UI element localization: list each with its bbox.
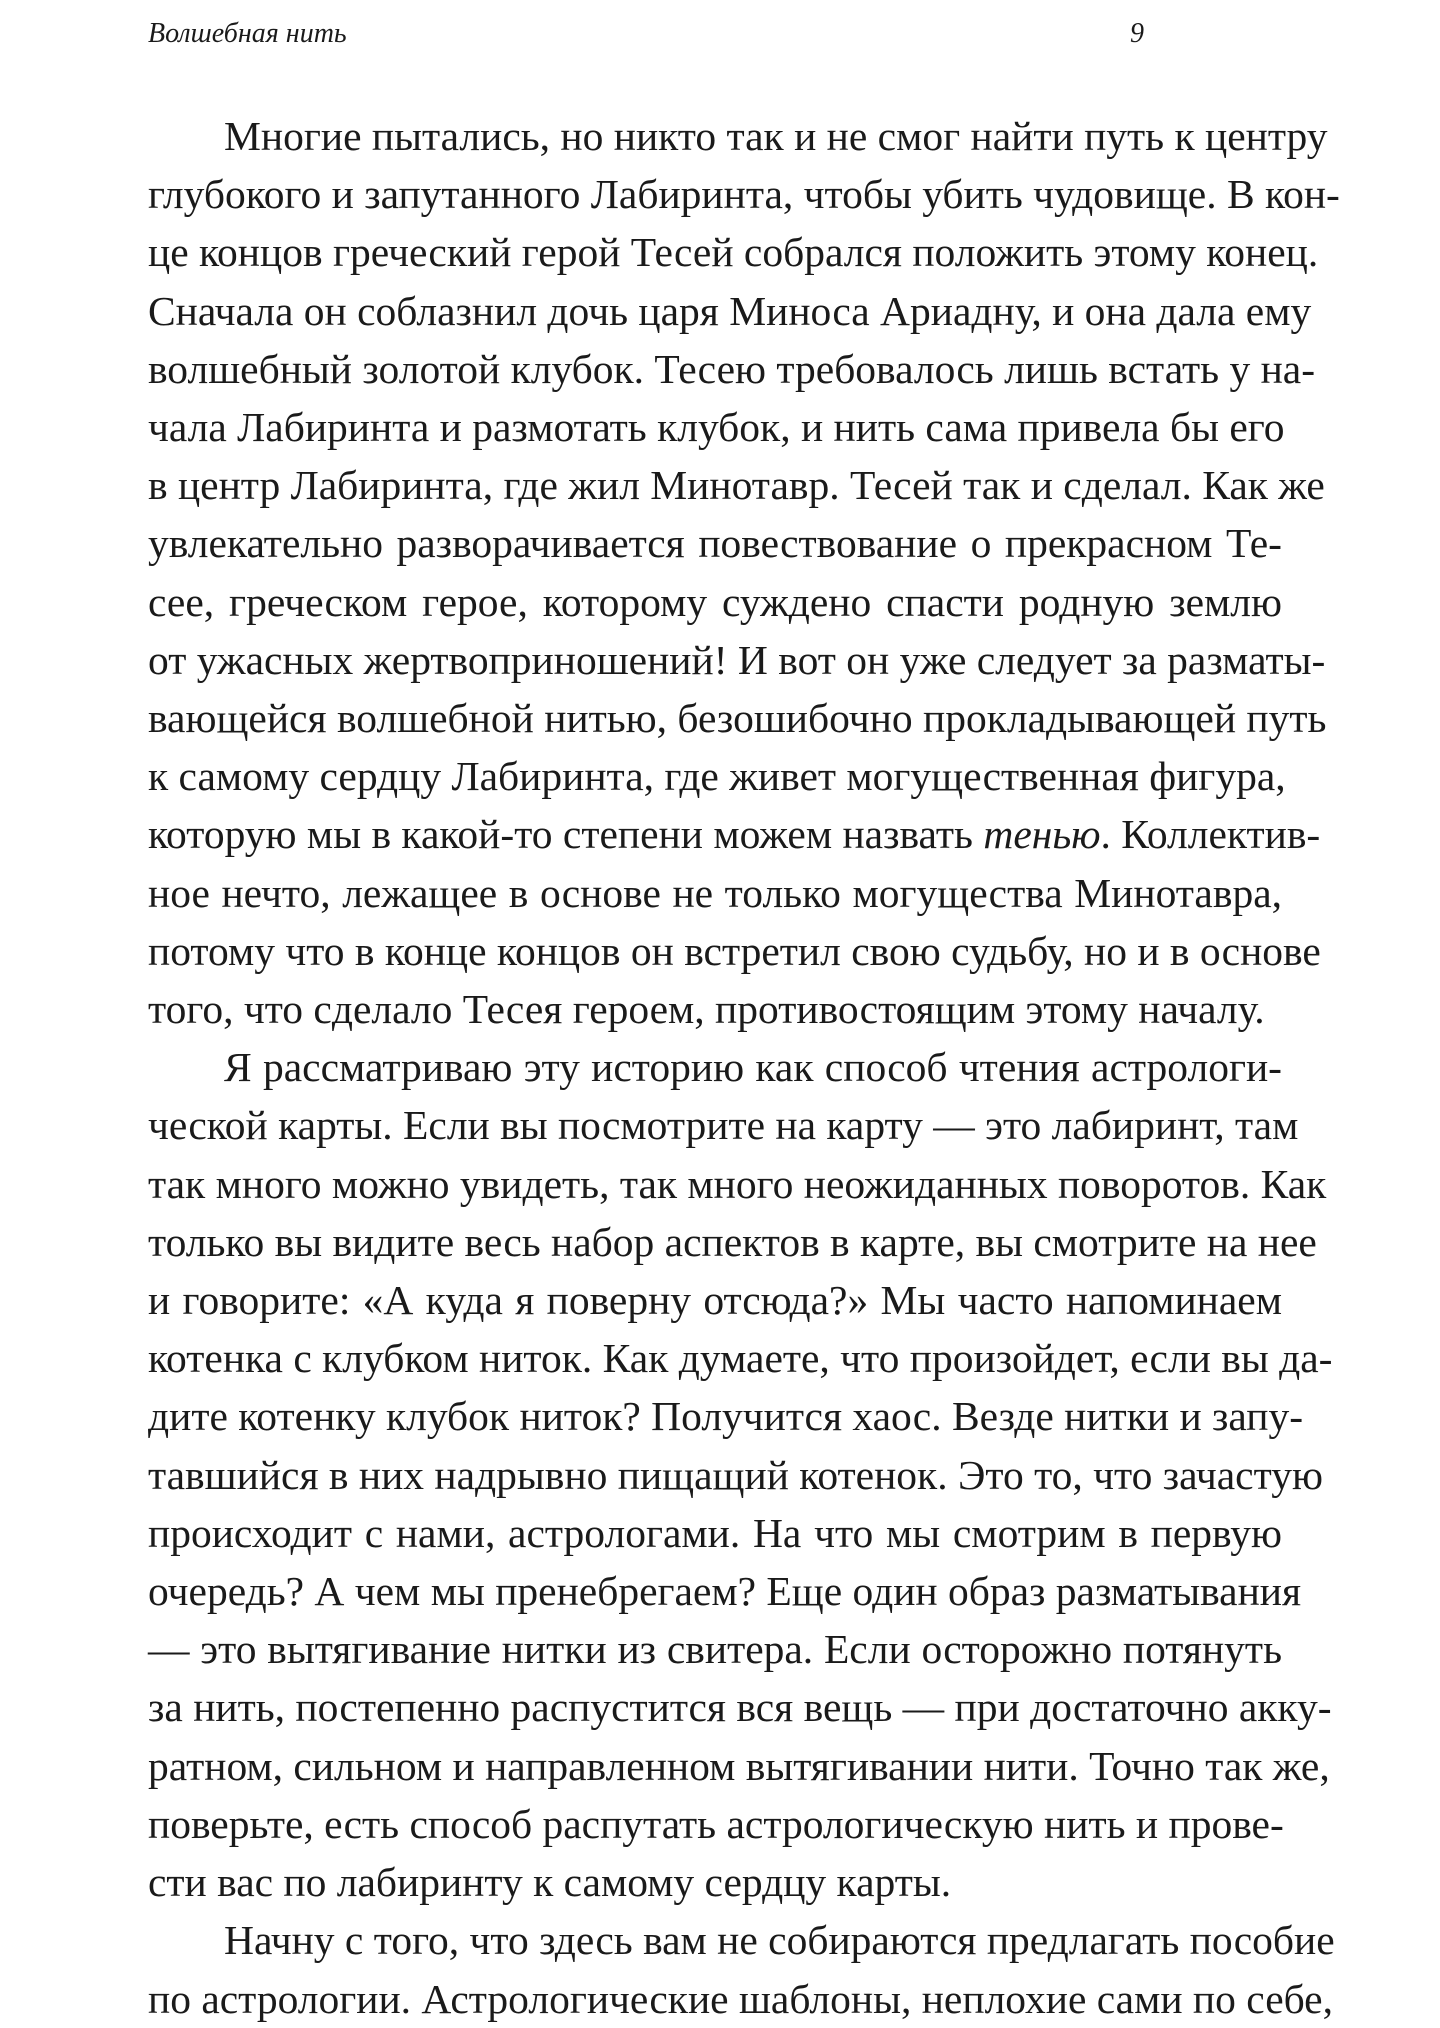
text-line: вающейся волшебной нитью, безошибочно прокладывающей путь <box>148 695 1327 742</box>
paragraph-1 <box>148 107 1340 1038</box>
text-line: Сначала он соблазнил дочь царя Миноса Ариадну, и она дала ему <box>148 287 1312 334</box>
text-line: только вы видите весь набор аспектов в карте, вы смотрите на нее <box>148 1218 1317 1265</box>
text-line-with-emphasis <box>148 805 1321 863</box>
text-line: от ужасных жертвоприношений! И вот он уже следует за разматы- <box>148 636 1326 683</box>
text-line: дите котенку клубок ниток? Получится хаос. Везде нитки и запу- <box>148 1393 1304 1440</box>
text-line: увлекательно разворачивается повествование о прекрасном Те- <box>148 520 1282 567</box>
text-line: ратном, сильном и направленном вытягивании нити. Точно так же, <box>148 1742 1330 1789</box>
emphasis-word: тенью <box>983 811 1101 858</box>
text-segment: которую мы в какой-то степени можем назвать <box>148 811 984 858</box>
text-line: по астрологии. Астрологические шаблоны, неплохие сами по себе, <box>148 1975 1333 2022</box>
text-line: сти вас по лабиринту к самому сердцу карты. <box>148 1859 952 1906</box>
paragraph-2 <box>148 1038 1333 1911</box>
text-line: происходит с нами, астрологами. На что мы смотрим в первую <box>148 1509 1282 1556</box>
text-line: Начну с того, что здесь вам не собираются предлагать пособие <box>224 1917 1335 1964</box>
text-line: ное нечто, лежащее в основе не только могущества Минотавра, <box>148 869 1282 916</box>
body-text <box>148 107 1340 2028</box>
text-line: — это вытягивание нитки из свитера. Если осторожно потянуть <box>148 1626 1282 1673</box>
text-segment: . Коллектив- <box>1100 811 1321 858</box>
text-line: волшебный золотой клубок. Тесею требовалось лишь встать у на- <box>148 345 1316 392</box>
text-line: сее, греческом герое, которому суждено спасти родную землю <box>148 578 1282 625</box>
text-line: ческой карты. Если вы посмотрите на карту — это лабиринт, там <box>148 1102 1299 1149</box>
text-line: к самому сердцу Лабиринта, где живет могущественная фигура, <box>148 753 1286 800</box>
text-line: глубокого и запутанного Лабиринта, чтобы убить чудовище. В кон- <box>148 171 1340 218</box>
text-line: Я рассматриваю эту историю как способ чтения астрологи- <box>224 1044 1282 1091</box>
text-line: очередь? А чем мы пренебрегаем? Еще один образ разматывания <box>148 1568 1302 1615</box>
text-line: тавшийся в них надрывно пищащий котенок. Это то, что зачастую <box>148 1451 1323 1498</box>
running-head <box>148 14 1292 54</box>
text-line: Многие пытались, но никто так и не смог найти путь к центру <box>224 113 1328 159</box>
paragraph-3 <box>148 1911 1335 2027</box>
text-line: за нить, постепенно распустится вся вещь — при достаточно акку- <box>148 1684 1332 1731</box>
chapter-title: Волшебная нить <box>148 18 347 49</box>
page-number: 9 <box>1130 18 1144 49</box>
text-line: поверьте, есть способ распутать астрологическую нить и прове- <box>148 1800 1284 1847</box>
text-line: в центр Лабиринта, где жил Минотавр. Тесей так и сделал. Как же <box>148 462 1325 509</box>
text-line: це концов греческий герой Тесей собрался положить этому конец. <box>148 229 1319 276</box>
text-line: чала Лабиринта и размотать клубок, и нить сама привела бы его <box>148 404 1285 451</box>
text-line: котенка с клубком ниток. Как думаете, что произойдет, если вы да- <box>148 1335 1333 1382</box>
text-line: того, что сделало Тесея героем, противостоящим этому началу. <box>148 986 1265 1033</box>
text-line: потому что в конце концов он встретил свою судьбу, но и в основе <box>148 927 1321 974</box>
text-line: так много можно увидеть, так много неожиданных поворотов. Как <box>148 1160 1327 1207</box>
text-line: и говорите: «А куда я поверну отсюда?» Мы часто напоминаем <box>148 1277 1282 1324</box>
